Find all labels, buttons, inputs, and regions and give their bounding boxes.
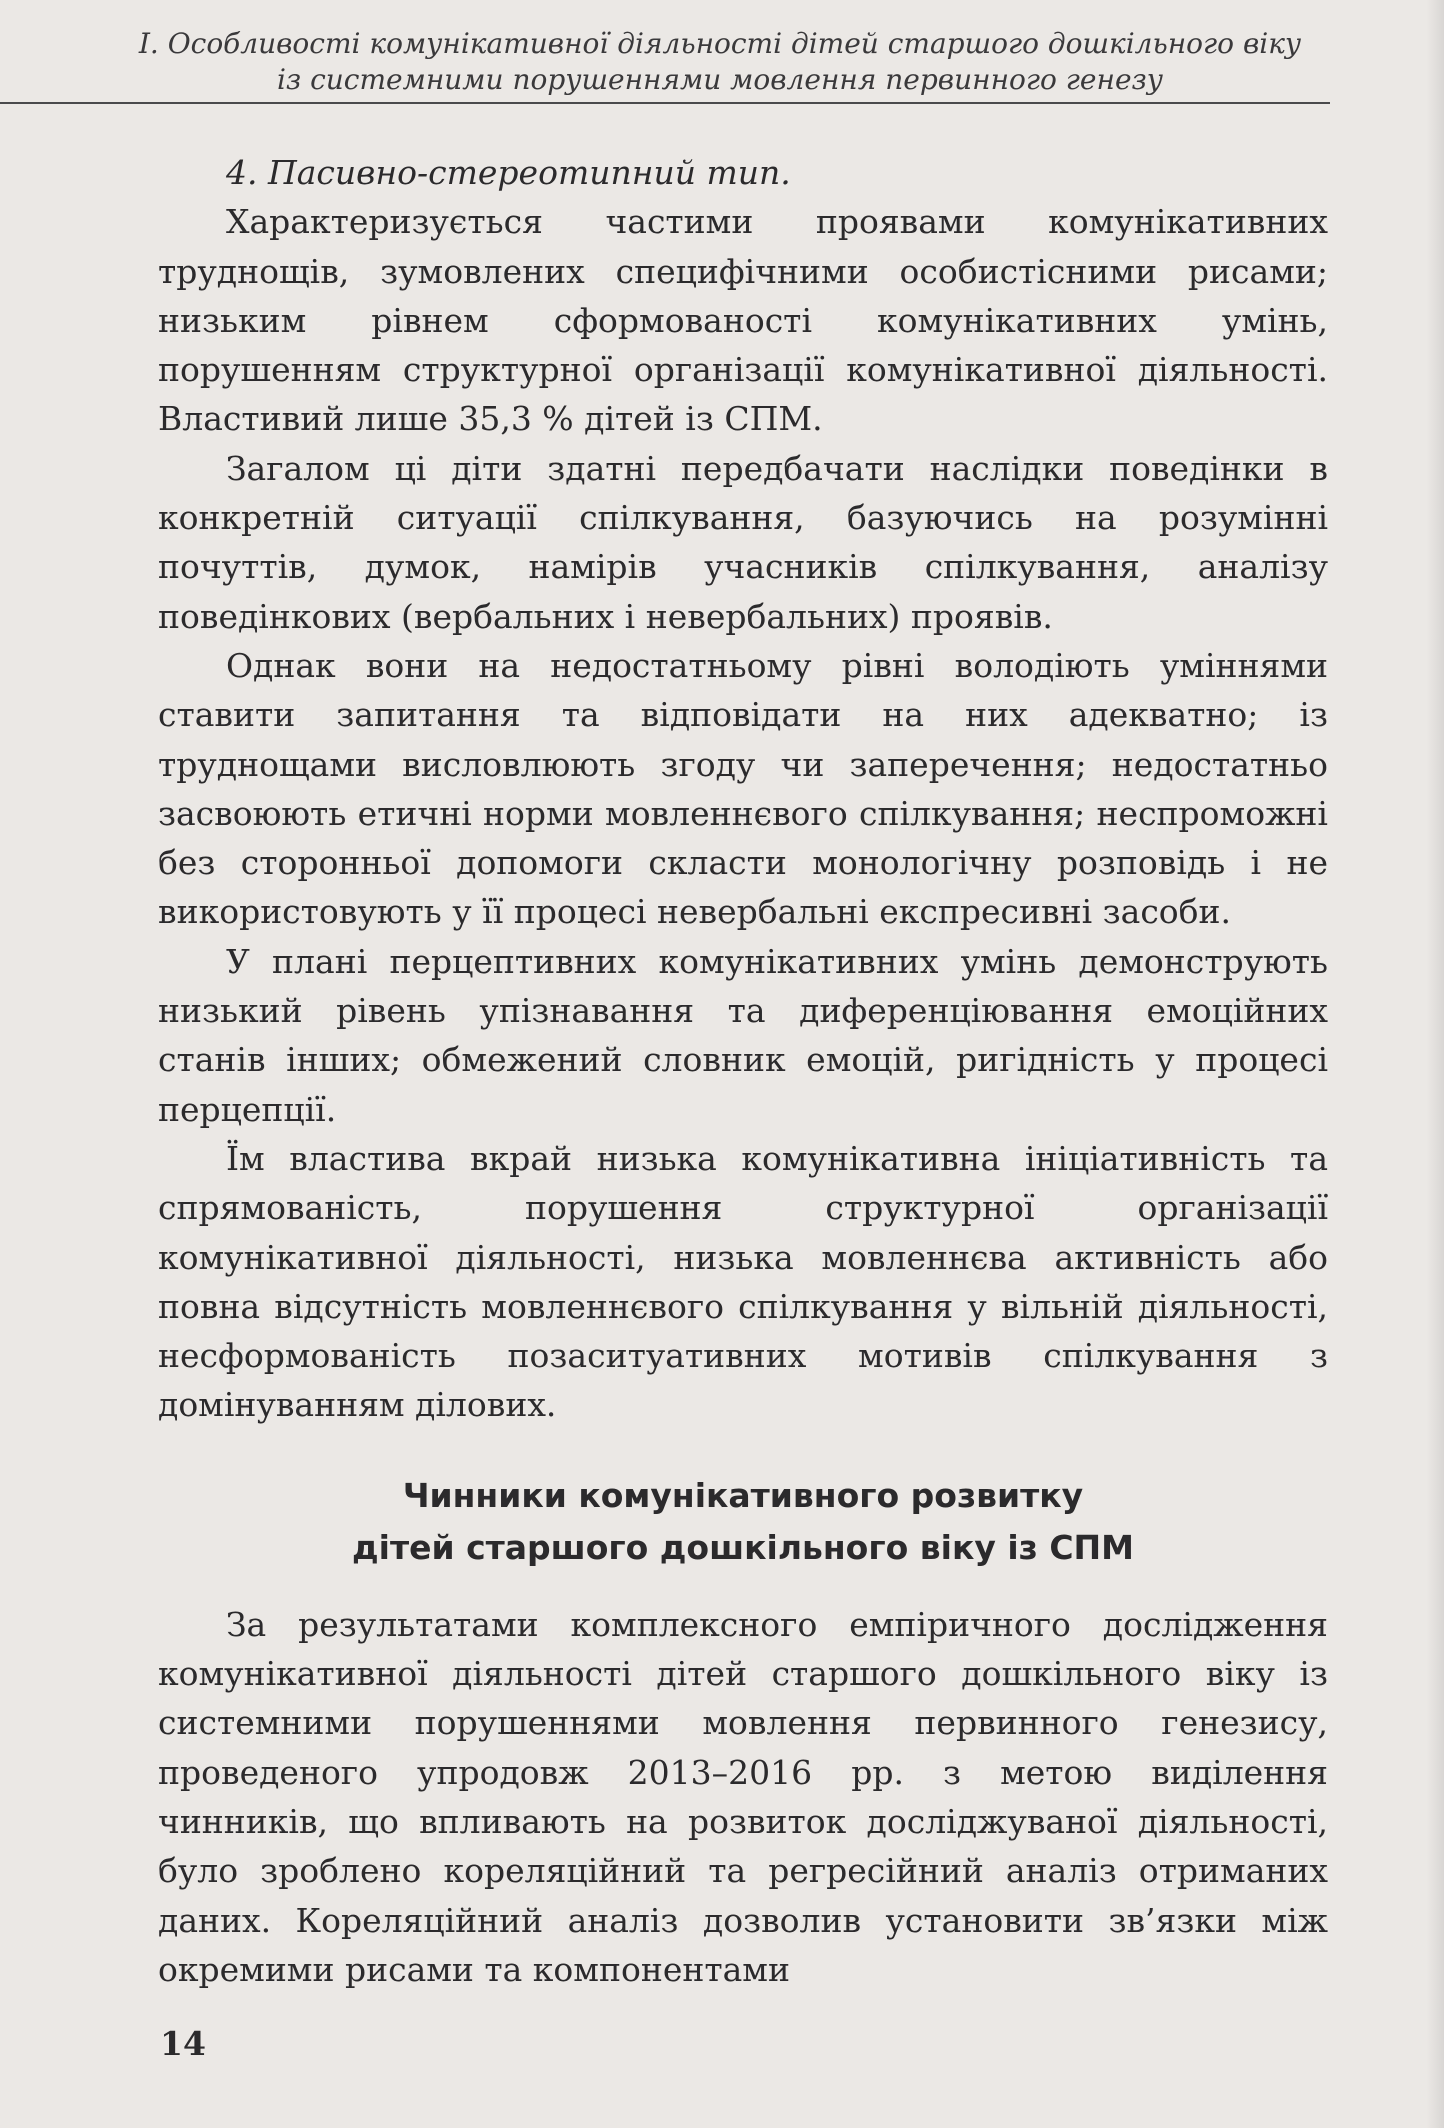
- page-edge-shadow: [1426, 0, 1444, 2128]
- section-label: 4. Пасивно-стереотипний тип.: [226, 153, 791, 192]
- section-heading-line-2: дітей старшого дошкільного віку із СПМ: [351, 1527, 1134, 1567]
- paragraph-3: Однак вони на недостатньому рівні володіють уміннями ставити запитання та відповідати на них адекватно; із труднощами висловлюють згоду чи заперечення; недостатньо засвоюють етичні норми мовленнєвого спілкування; неспроможні без сторонньої допомоги скласти монологічну розповідь і не використовують у її процесі невербальні експресивні засоби.: [158, 645, 1328, 932]
- running-header-line-2: із системними порушеннями мовлення первинного генезу: [276, 63, 1164, 96]
- header-rule: [0, 102, 1330, 104]
- paragraph-1: Характеризується частими проявами комунікативних труднощів, зумовлених специфічними особистісними рисами; низьким рівнем сформованості комунікативних умінь, порушенням структурної організації комунікативної діяльності. Властивий лише 35,3 % дітей із СПМ.: [158, 202, 1328, 439]
- page-body: [158, 148, 1328, 1994]
- paragraph-5: Їм властива вкрай низька комунікативна ініціативність та спрямованість, порушення структурної організації комунікативної діяльності, низька мовленнєва активність або повна відсутність мовленнєвого спілкування у вільній діяльності, несформованість позаситуативних мотивів спілкування з домінуванням ділових.: [158, 1138, 1328, 1425]
- paragraph-4: У плані перцептивних комунікативних умінь демонструють низький рівень упізнавання та диференціювання емоційних станів інших; обмежений словник емоцій, ригідність у процесі перцепції.: [158, 941, 1328, 1129]
- running-header: [130, 26, 1310, 98]
- paragraph-2: Загалом ці діти здатні передбачати наслідки поведінки в конкретній ситуації спілкування, базуючись на розумінні почуттів, думок, намірів учасників спілкування, аналізу поведінкових (вербальних і невербальних) проявів.: [158, 448, 1328, 636]
- closing-paragraph: За результатами комплексного емпіричного дослідження комунікативної діяльності дітей старшого дошкільного віку із системними порушеннями мовлення первинного генезису, проведеного упродовж 2013–2016 рр. з метою виділення чинників, що впливають на розвиток досліджуваної діяльності, було зроблено кореляційний та регресійний аналіз отриманих даних. Кореляційний аналіз дозволив установити зв’язки між окремими рисами та компонентами: [158, 1604, 1328, 1989]
- running-header-line-1: І. Особливості комунікативної діяльності дітей старшого дошкільного віку: [138, 27, 1302, 60]
- page-number: 14: [160, 2024, 206, 2063]
- section-heading: [158, 1470, 1328, 1574]
- section-heading-line-1: Чинники комунікативного розвитку: [402, 1475, 1084, 1515]
